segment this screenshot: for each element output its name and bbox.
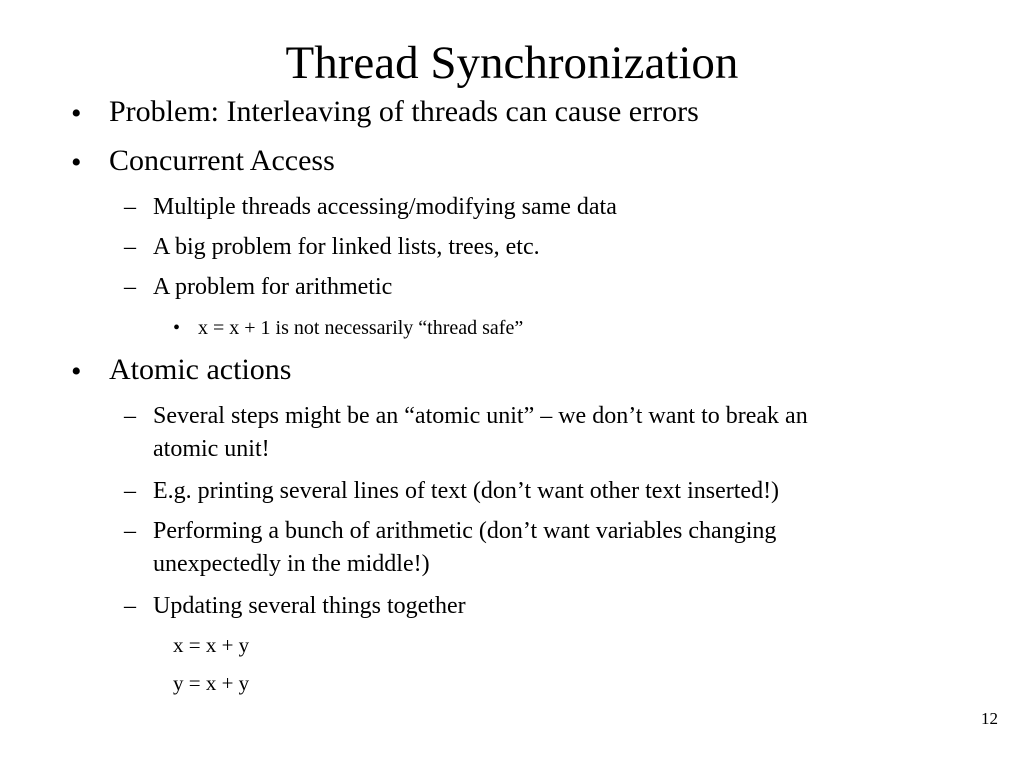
sub-bullet-updating: Updating several things together (153, 593, 466, 619)
dash-marker: – (124, 274, 136, 300)
bullet-concurrent-access: Concurrent Access (109, 144, 335, 177)
sub-bullet-multiple-threads: Multiple threads accessing/modifying same data (153, 194, 617, 220)
sub-sub-bullet-thread-safe: x = x + 1 is not necessarily “thread safe” (198, 317, 524, 339)
bullet-problem: Problem: Interleaving of threads can cause errors (109, 95, 699, 128)
bullet-atomic-actions: Atomic actions (109, 353, 292, 386)
dash-marker: – (124, 403, 136, 429)
code-line: x = x + y (173, 633, 250, 657)
sub-bullet-performing-arithmetic-cont: unexpectedly in the middle!) (153, 551, 430, 577)
bullet-marker: • (173, 317, 181, 339)
dash-marker: – (124, 593, 136, 619)
sub-bullet-printing: E.g. printing several lines of text (don’t want other text inserted!) (153, 478, 780, 504)
dash-marker: – (124, 234, 136, 260)
sub-bullet-arithmetic: A problem for arithmetic (153, 274, 393, 300)
slide-title: Thread Synchronization (285, 37, 739, 89)
code-line: y = x + y (173, 671, 250, 695)
bullet-marker: • (71, 146, 82, 179)
sub-bullet-performing-arithmetic: Performing a bunch of arithmetic (don’t want variables changing (153, 518, 777, 544)
sub-bullet-atomic-unit-cont: atomic unit! (153, 436, 270, 462)
slide-number: 12 (981, 709, 998, 728)
sub-bullet-linked-lists: A big problem for linked lists, trees, etc. (153, 234, 540, 260)
bullet-marker: • (71, 355, 82, 388)
dash-marker: – (124, 478, 136, 504)
dash-marker: – (124, 194, 136, 220)
dash-marker: – (124, 518, 136, 544)
sub-bullet-atomic-unit: Several steps might be an “atomic unit” – we don’t want to break an (153, 403, 808, 429)
bullet-marker: • (71, 97, 82, 130)
